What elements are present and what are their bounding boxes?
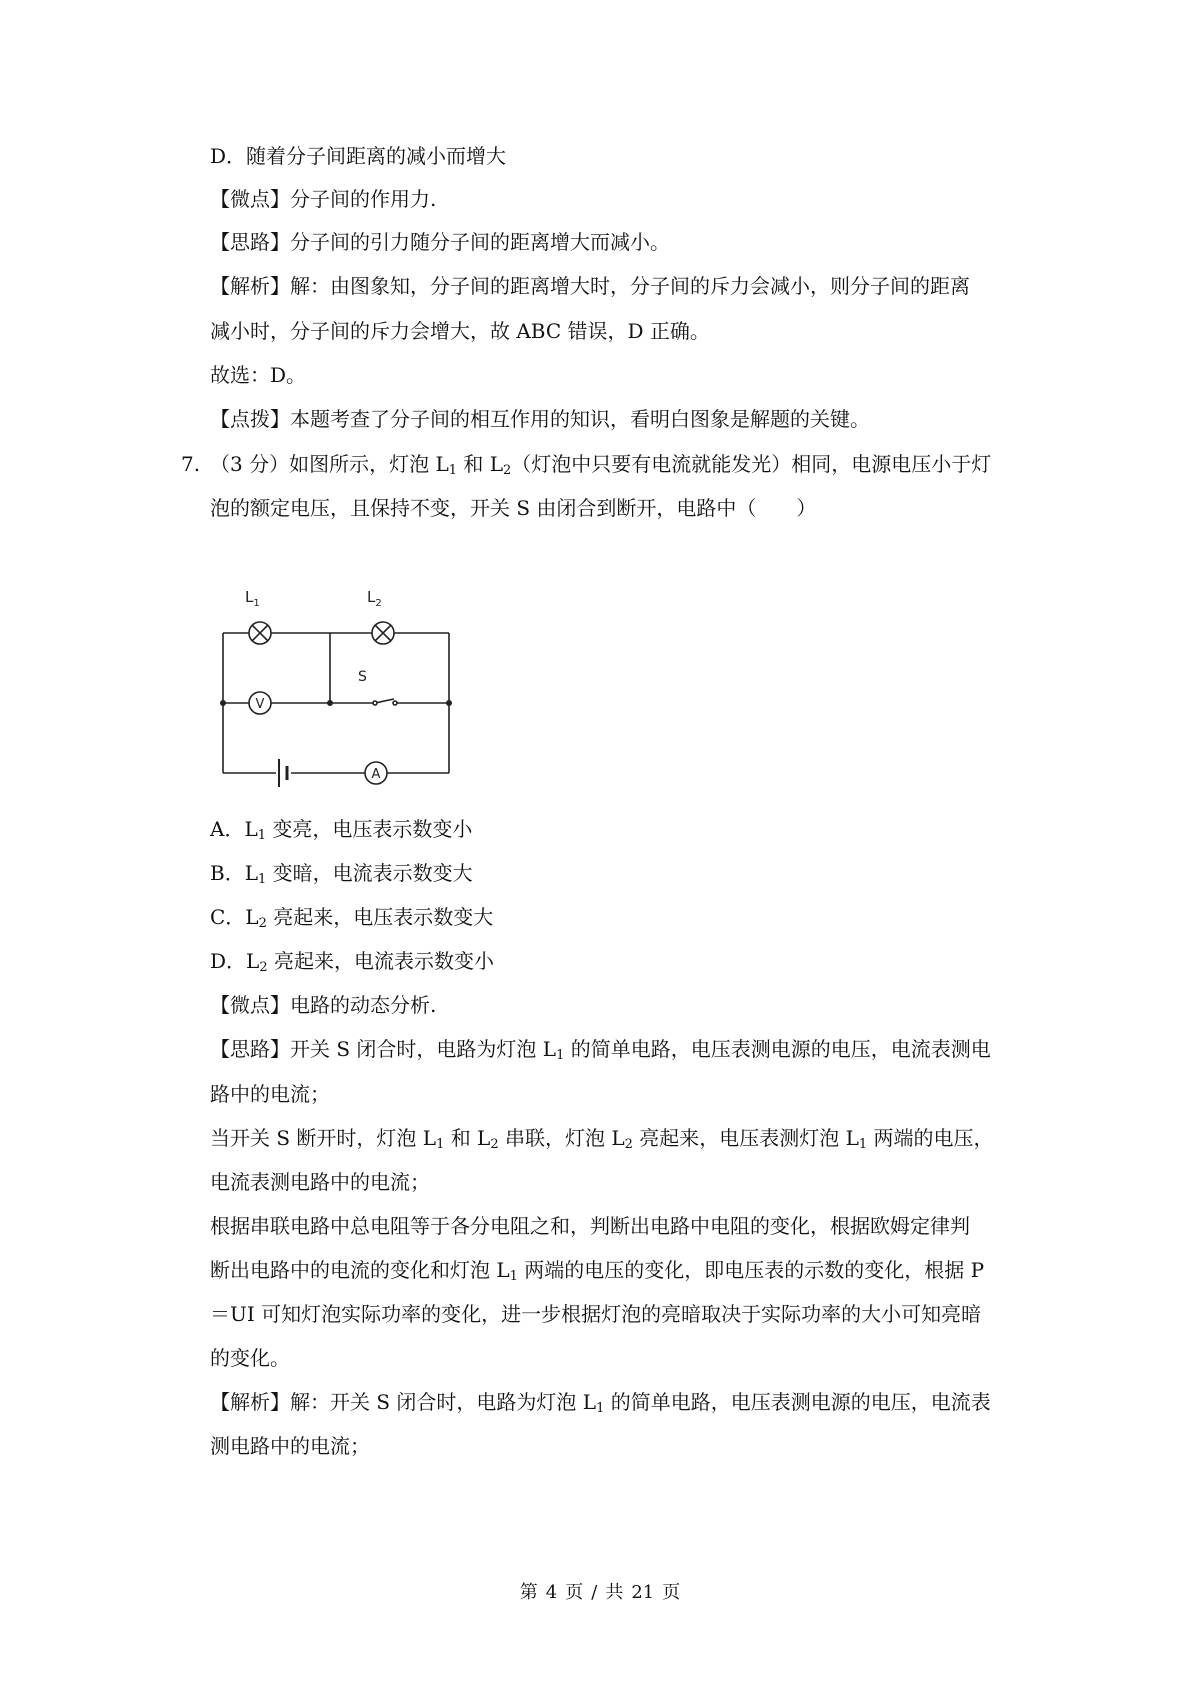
q7-analysis-line-2: 测电路中的电流； [210,1434,370,1458]
q7-approach-line-6: 断出电路中的电流的变化和灯泡 $L_1$ 两端的电压的变化，即电压表的示数的变化，根据 P [210,1258,985,1284]
q7-approach-line-2: 路中的电流； [210,1082,330,1106]
q7-approach-line-4: 电流表测电路中的电流； [210,1170,430,1194]
q7-key-point: 【微点】电路的动态分析. [210,993,437,1017]
page-footer [0,1578,1200,1604]
switch-blade [375,699,394,703]
q6-remark: 【点拨】本题考查了分子间的相互作用的知识，看明白图象是解题的关键。 [210,407,870,431]
footer-total-unit: 页 [662,1582,681,1603]
footer-prefix: 第 [519,1582,538,1603]
junction-left [220,700,226,706]
switch-contact-right [393,701,397,705]
q6-answer: 故选：D。 [210,363,307,387]
q6-approach: 【思路】分子间的引力随分子间的距离增大而减小。 [210,230,670,254]
option-d: D．$L_2$ 亮起来，电流表示数变小 [210,949,494,975]
junction-center [327,700,333,706]
q7-stem-line-2: 泡的额定电压，且保持不变，开关 S 由闭合到断开，电路中（ ） [210,496,817,520]
circuit-diagram [205,578,475,808]
label-l1: $L_1$ [245,588,260,609]
footer-page-number: 4 [545,1582,558,1603]
option-b: B．$L_1$ 变暗，电流表示数变大 [210,861,473,887]
footer-total-prefix: 共 [605,1582,624,1603]
q7-approach-line-3: 当开关 S 断开时，灯泡 $L_1$ 和 $L_2$ 串联，灯泡 $L_2$ 亮起来，电压表测灯泡 $L_1$ 两端的电压， [210,1126,994,1152]
q6-analysis-line-1: 【解析】解：由图象知，分子间的距离增大时，分子间的斥力会减小，则分子间的距离 [210,274,970,298]
question-number: 7. [181,452,201,476]
q6-key-point: 【微点】分子间的作用力. [210,187,437,211]
junction-right [446,700,452,706]
footer-slash: / [591,1582,598,1603]
option-d-previous-question: D．随着分子间距离的减小而增大 [210,144,507,168]
q7-approach-line-7: ＝UI 可知灯泡实际功率的变化，进一步根据灯泡的亮暗取决于实际功率的大小可知亮暗 [210,1302,982,1326]
label-l2: $L_2$ [367,588,382,609]
q7-approach-line-5: 根据串联电路中总电阻等于各分电阻之和，判断出电路中电阻的变化，根据欧姆定律判 [210,1214,970,1238]
option-c: C．$L_2$ 亮起来，电压表示数变大 [210,905,494,931]
footer-page-unit: 页 [565,1582,584,1603]
label-ammeter: A [371,767,381,782]
q7-approach-line-8: 的变化。 [210,1346,290,1370]
q7-analysis-line-1: 【解析】解：开关 S 闭合时，电路为灯泡 $L_1$ 的简单电路，电压表测电源的电压，电流表 [210,1390,991,1416]
option-a: A．$L_1$ 变亮，电压表示数变小 [210,817,473,843]
footer-total-pages: 21 [631,1582,655,1603]
label-switch: S [358,669,367,685]
q7-stem-line-1: （3 分）如图所示，灯泡 $L_1$ 和 $L_2$（灯泡中只要有电流就能发光）相同，电源电压小于灯 [210,452,992,478]
q6-analysis-line-2: 减小时，分子间的斥力会增大，故 ABC 错误，D 正确。 [210,319,710,343]
switch-contact-left [373,701,377,705]
q7-approach-line-1: 【思路】开关 S 闭合时，电路为灯泡 $L_1$ 的简单电路，电压表测电源的电压，电流表测电 [210,1037,991,1063]
label-voltmeter: V [255,697,265,712]
